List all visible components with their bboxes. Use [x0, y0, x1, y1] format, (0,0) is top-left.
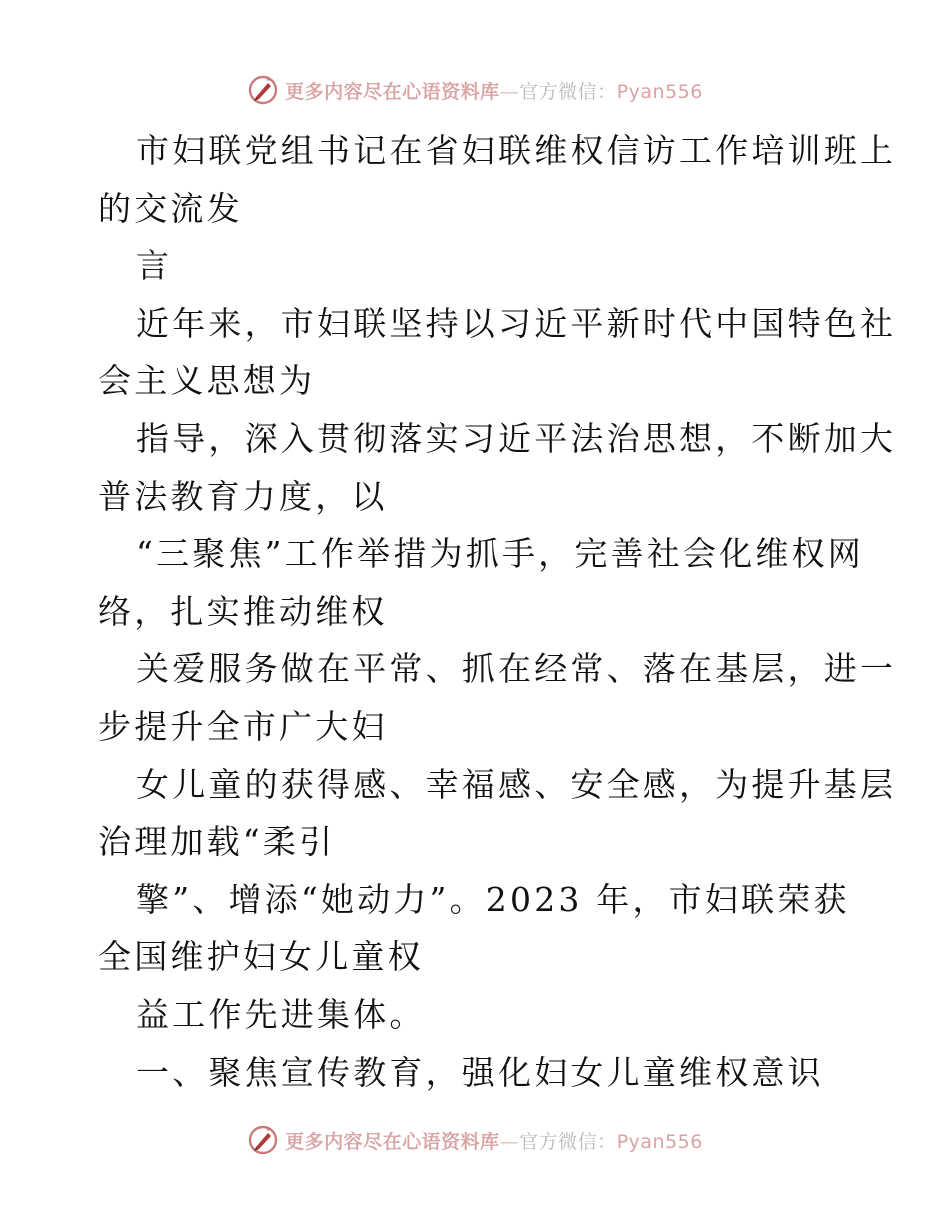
paragraph-line: 近年来，市妇联坚持以习近平新时代中国特色社	[136, 303, 897, 343]
watermark-wechat-label: 官方微信：	[519, 1130, 617, 1153]
watermark-wechat-id: Pyan556	[616, 80, 703, 103]
paragraph-line: 益工作先进集体。	[136, 994, 426, 1034]
watermark-main-text: 更多内容尽在心语资料库	[285, 80, 500, 103]
paragraph-line: 络，扎实推动维权	[98, 591, 388, 631]
document-body	[98, 122, 897, 1101]
document-title-line-3: 言	[136, 246, 173, 286]
paragraph-line: 指导，深入贯彻落实习近平法治思想，不断加大	[136, 418, 897, 458]
watermark-group	[247, 1124, 703, 1156]
watermark-dash: —	[499, 1130, 520, 1153]
pen-logo-icon	[247, 74, 279, 106]
watermark-wechat-id: Pyan556	[616, 1130, 703, 1153]
paragraph-line: 全国维护妇女儿童权	[98, 937, 424, 977]
paragraph-line: 关爱服务做在平常、抓在经常、落在基层，进一	[136, 649, 897, 689]
watermark-main-text: 更多内容尽在心语资料库	[285, 1130, 500, 1153]
header-watermark	[0, 70, 950, 110]
paragraph-line: 女儿童的获得感、幸福感、安全感，为提升基层	[136, 764, 897, 804]
section-heading: 一、聚焦宣传教育，强化妇女儿童维权意识	[136, 1052, 824, 1092]
document-title-line-1: 市妇联党组书记在省妇联维权信访工作培训班上	[136, 131, 897, 170]
watermark-dash: —	[499, 80, 520, 103]
footer-watermark	[0, 1120, 950, 1160]
paragraph-line: “三聚焦”工作举措为抓手，完善社会化维权网	[136, 534, 864, 574]
pen-logo-icon	[247, 1124, 279, 1156]
paragraph-line: 普法教育力度，以	[98, 476, 388, 516]
paragraph-line: 步提升全市广大妇	[98, 706, 388, 746]
document-title-line-2: 的交流发	[98, 188, 243, 228]
paragraph-line: 擎”、增添“她动力”。2023 年，市妇联荣获	[136, 879, 850, 919]
paragraph-line: 治理加载“柔引	[98, 822, 336, 862]
watermark-group	[247, 74, 703, 106]
paragraph-line: 会主义思想为	[98, 361, 316, 401]
watermark-text	[285, 77, 703, 104]
watermark-wechat-label: 官方微信：	[519, 80, 617, 103]
watermark-text	[285, 1127, 703, 1154]
